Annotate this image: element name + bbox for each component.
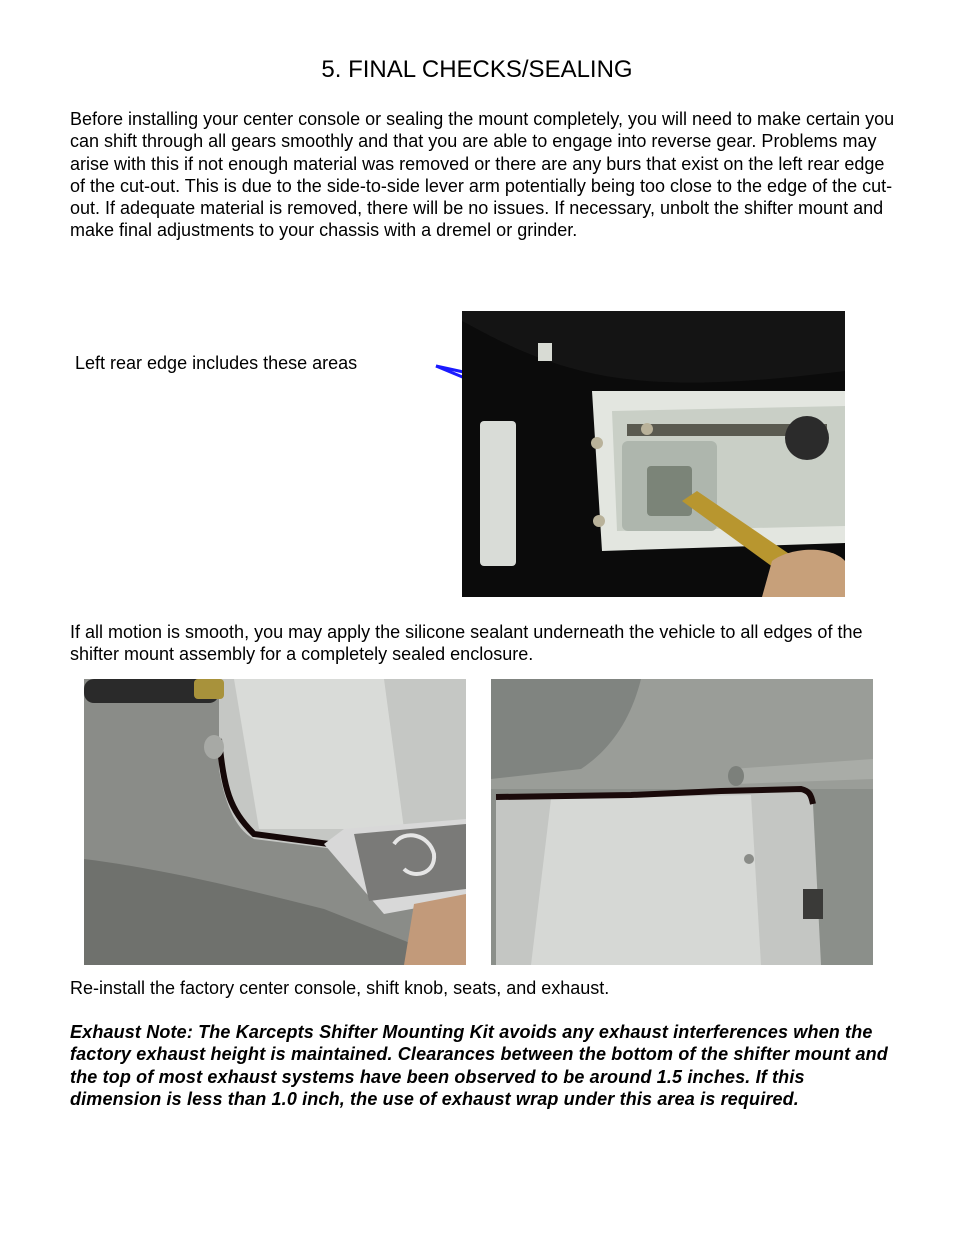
sealant-application-photo	[84, 679, 466, 965]
intro-paragraph: Before installing your center console or sealing the mount completely, you will need to make certain you can shift through all gears smoothly and that you are able to engage into reverse gear. Problems may arise with this if not enough material was removed or there are any burs that exist on the left rear edge of the cut-out. This is due to the side-to-side lever arm potentially being too close to the edge of the cut-out. If adequate material is removed, there will be no issues. If necessary, unbolt the shifter mount and make final adjustments to your chassis with a dremel or grinder.	[70, 109, 895, 241]
callout-label: Left rear edge includes these areas	[75, 353, 358, 373]
exhaust-note: Exhaust Note: The Karcepts Shifter Mounting Kit avoids any exhaust interferences when the factory exhaust height is maintained. Clearances between the bottom of the shifter mount and the top of most exhaust systems have been observed to be around 1.5 inches. If this dimension is less than 1.0 inch, the use of exhaust wrap under this area is required.	[70, 1022, 888, 1109]
page-title: 5. FINAL CHECKS/SEALING	[321, 56, 633, 83]
shifter-mount-photo	[462, 311, 845, 597]
reinstall-paragraph: Re-install the factory center console, shift knob, seats, and exhaust.	[70, 978, 610, 998]
sealant-paragraph: If all motion is smooth, you may apply the silicone sealant underneath the vehicle to all edges of the shifter mount assembly for a completely sealed enclosure.	[70, 622, 863, 665]
sealed-enclosure-photo	[491, 679, 873, 965]
